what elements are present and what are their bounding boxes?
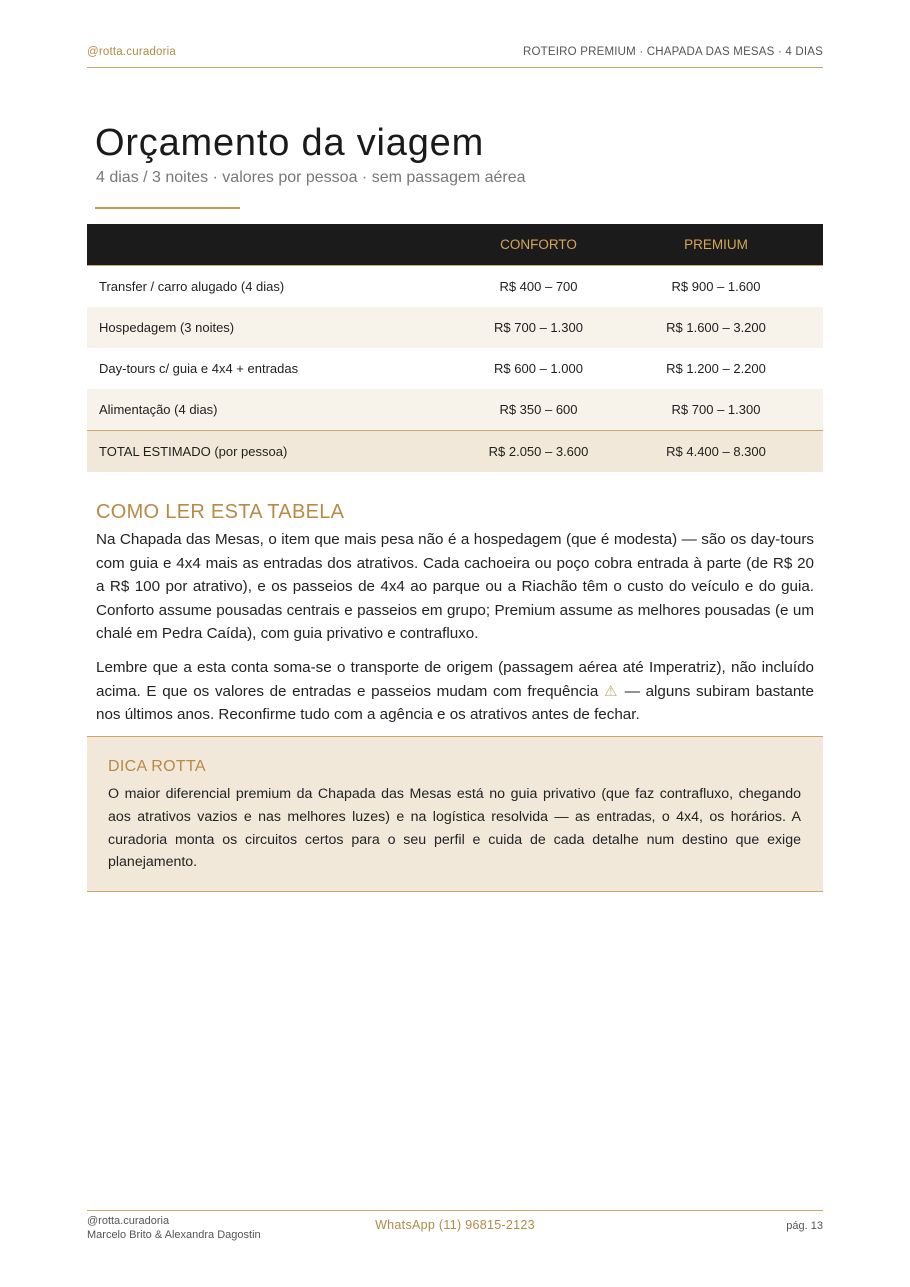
- row-conforto-value: R$ 700 – 1.300: [468, 307, 609, 348]
- header-route: ROTEIRO PREMIUM · CHAPADA DAS MESAS · 4 DIAS: [523, 46, 823, 58]
- page-footer: [87, 1210, 823, 1251]
- row-conforto-value: R$ 400 – 700: [499, 279, 578, 294]
- table-row: [87, 348, 823, 389]
- table-total-row: [87, 431, 823, 473]
- total-premium-value: R$ 4.400 – 8.300: [609, 431, 823, 473]
- budget-table: [87, 224, 823, 472]
- page-number: pág. 13: [786, 1220, 823, 1232]
- total-conforto-value: R$ 2.050 – 3.600: [468, 431, 609, 473]
- paragraph-2-text-end: — alguns subiram bastante nos últimos anos. Reconfirme tudo com a agência e os atrativos antes de fechar.: [96, 682, 814, 723]
- page-header: [87, 46, 823, 68]
- column-header-premium: PREMIUM: [609, 224, 823, 266]
- row-conforto-value: R$ 600 – 1.000: [494, 361, 583, 376]
- page-title: Orçamento da viagem: [95, 122, 485, 164]
- row-premium-value: R$ 900 – 1.600: [671, 279, 761, 294]
- table-row: [87, 389, 823, 431]
- footer-authors: Marcelo Brito & Alexandra Dagostin: [87, 1229, 261, 1241]
- table-row: [87, 307, 823, 348]
- tip-box: [87, 736, 823, 892]
- tip-text: O maior diferencial premium da Chapada das Mesas está no guia privativo (que faz contrafluxo, chegando aos atrativos vazios e nas melhores luzes) e na logística resolvida — as entradas, o 4x4, os horários. A curadoria monta os circuitos certos para o seu perfil e cuida de cada detalhe num destino que exige planejamento.: [108, 786, 801, 871]
- row-label: Hospedagem (3 noites): [87, 307, 468, 348]
- tip-title: DICA ROTTA: [108, 758, 206, 775]
- header-brand: @rotta.curadoria: [87, 46, 177, 58]
- table-row: [87, 266, 823, 308]
- how-to-read-title: COMO LER ESTA TABELA: [96, 501, 345, 523]
- row-label: Day-tours c/ guia e 4x4 + entradas: [99, 361, 299, 376]
- row-premium-value: R$ 1.600 – 3.200: [609, 307, 823, 348]
- table-header-row: [87, 224, 823, 266]
- how-to-read-paragraph-1: Na Chapada das Mesas, o item que mais pesa não é a hospedagem (que é modesta) — são os day-tours com guia e 4x4 mais as entradas dos atrativos. Cada cachoeira ou poço cobra entrada à parte (de R$ 20 a R$ 100 por atrativo), e os passeios de 4x4 ao parque ou a Riachão têm o custo do veículo e do guia. Conforto assume pousadas centrais e passeios em grupo; Premium assume as melhores pousadas (e um chalé em Pedra Caída), com guia privativo e contrafluxo.: [96, 531, 814, 642]
- footer-brand: @rotta.curadoria: [87, 1215, 170, 1227]
- column-header-conforto: CONFORTO: [468, 224, 609, 266]
- total-label: TOTAL ESTIMADO (por pessoa): [87, 431, 468, 473]
- row-label: Transfer / carro alugado (4 dias): [99, 279, 285, 294]
- how-to-read-paragraph-2: [96, 656, 814, 727]
- page-subtitle: 4 dias / 3 noites · valores por pessoa · sem passagem aérea: [96, 169, 526, 186]
- footer-whatsapp: WhatsApp (11) 96815-2123: [375, 1218, 535, 1232]
- title-divider: [95, 207, 240, 209]
- row-label: Alimentação (4 dias): [87, 389, 468, 431]
- warning-icon: ⚠: [603, 682, 620, 700]
- row-premium-value: R$ 1.200 – 2.200: [666, 361, 766, 376]
- paragraph-2-text-start: Lembre que a esta conta soma-se o transporte de origem (passagem aérea até Imperatriz), não incluído acima. E que os valores de entradas e passeios mudam com frequência: [96, 659, 814, 700]
- row-conforto-value: R$ 350 – 600: [468, 389, 609, 431]
- column-header-item: [87, 224, 468, 266]
- row-premium-value: R$ 700 – 1.300: [609, 389, 823, 431]
